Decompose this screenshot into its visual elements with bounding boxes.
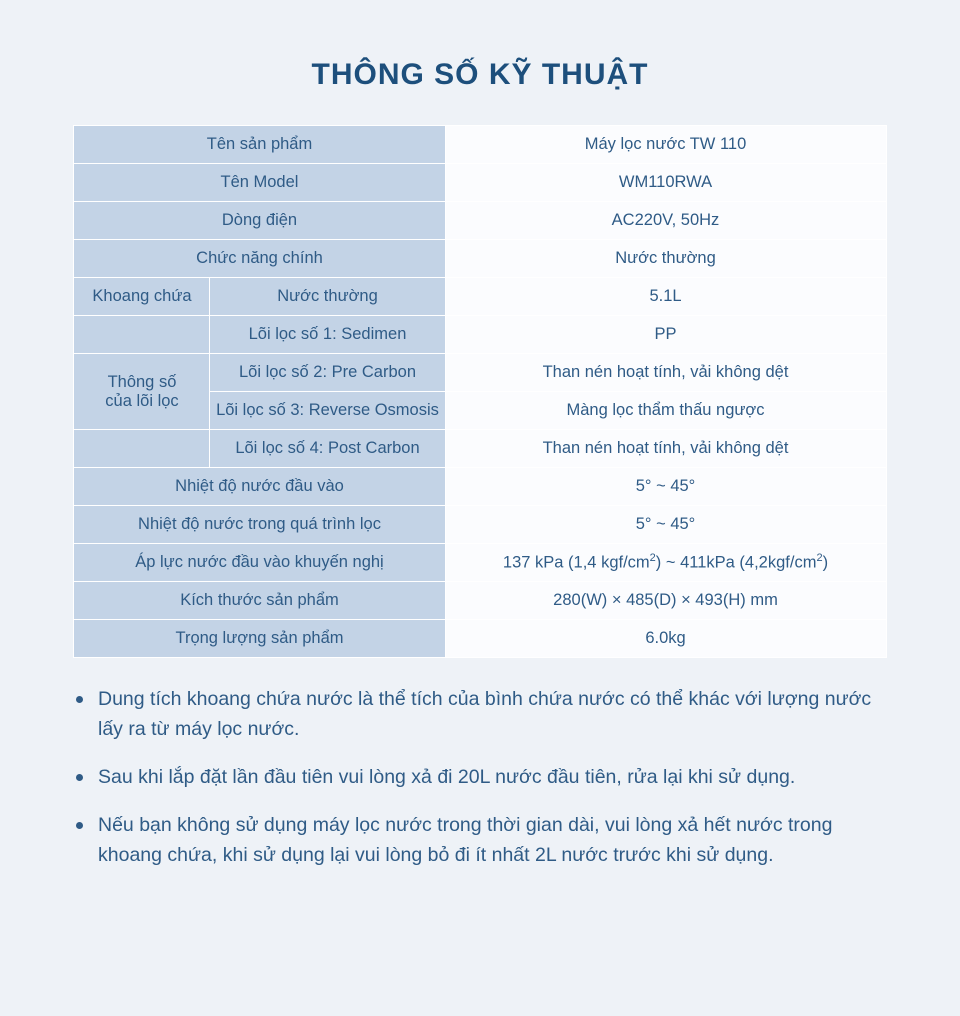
list-item: Sau khi lắp đặt lần đầu tiên vui lòng xả đi 20L nước đầu tiên, rửa lại khi sử dụng. [74,762,886,792]
pressure-mid: ) ~ 411kPa (4,2kgf/cm [655,553,817,572]
table-row [74,582,886,620]
row-value: AC220V, 50Hz [445,202,886,240]
row-label: Lõi lọc số 4: Post Carbon [210,430,445,468]
pressure-post: ) [822,553,829,572]
table-row [74,126,886,164]
row-value: Than nén hoạt tính, vải không dệt [445,354,886,392]
pressure-sup1: 2 [649,552,656,565]
row-label: Tên sản phẩm [74,126,445,164]
notes-list [0,684,960,870]
row-label: Lõi lọc số 3: Reverse Osmosis [210,392,445,430]
pressure-pre: 137 kPa (1,4 kgf/cm [502,553,650,572]
row-group-label-line2: của lõi lọc [105,391,179,410]
row-label: Dòng điện [74,202,445,240]
table-row [74,468,886,506]
table-row [74,544,886,582]
row-group-spacer [74,430,210,468]
row-value: Than nén hoạt tính, vải không dệt [445,430,886,468]
row-value: WM110RWA [445,164,886,202]
page-title: THÔNG SỐ KỸ THUẬT [311,58,649,91]
row-label: Lõi lọc số 2: Pre Carbon [210,354,445,392]
table-row [74,620,886,658]
table-row [74,240,886,278]
row-label: Nhiệt độ nước trong quá trình lọc [74,506,445,544]
table-row [74,354,886,392]
row-value: 5° ~ 45° [445,468,886,506]
row-value-pressure [445,544,886,582]
specification-table [73,125,886,658]
row-value: 280(W) × 485(D) × 493(H) mm [445,582,886,620]
row-value: Màng lọc thẩm thấu ngược [445,392,886,430]
table-row [74,202,886,240]
row-label: Nước thường [210,278,445,316]
table-row [74,278,886,316]
row-group-label: Khoang chứa [74,278,210,316]
row-value: Máy lọc nước TW 110 [445,126,886,164]
row-value: 6.0kg [445,620,886,658]
row-label: Áp lực nước đầu vào khuyến nghị [74,544,445,582]
row-group-label-line1: Thông số [107,372,177,391]
list-item: Nếu bạn không sử dụng máy lọc nước trong thời gian dài, vui lòng xả hết nước trong khoang chứa, khi sử dụng lại vui lòng bỏ đi ít nhất 2L nước trước khi sử dụng. [74,810,886,870]
row-label: Chức năng chính [74,240,445,278]
table-row [74,316,886,354]
row-label: Lõi lọc số 1: Sedimen [210,316,445,354]
row-label: Nhiệt độ nước đầu vào [74,468,445,506]
row-label: Trọng lượng sản phẩm [74,620,445,658]
row-value: 5.1L [445,278,886,316]
row-label: Kích thước sản phẩm [74,582,445,620]
table-row [74,430,886,468]
list-item: Dung tích khoang chứa nước là thể tích của bình chứa nước có thể khác với lượng nước lấy ra từ máy lọc nước. [74,684,886,744]
row-group-spacer [74,316,210,354]
row-value: Nước thường [445,240,886,278]
row-group-label-filter [74,354,210,430]
row-label: Tên Model [74,164,445,202]
row-value: 5° ~ 45° [445,506,886,544]
table-row [74,164,886,202]
pressure-sup2: 2 [816,552,823,565]
table-row [74,506,886,544]
row-value: PP [445,316,886,354]
